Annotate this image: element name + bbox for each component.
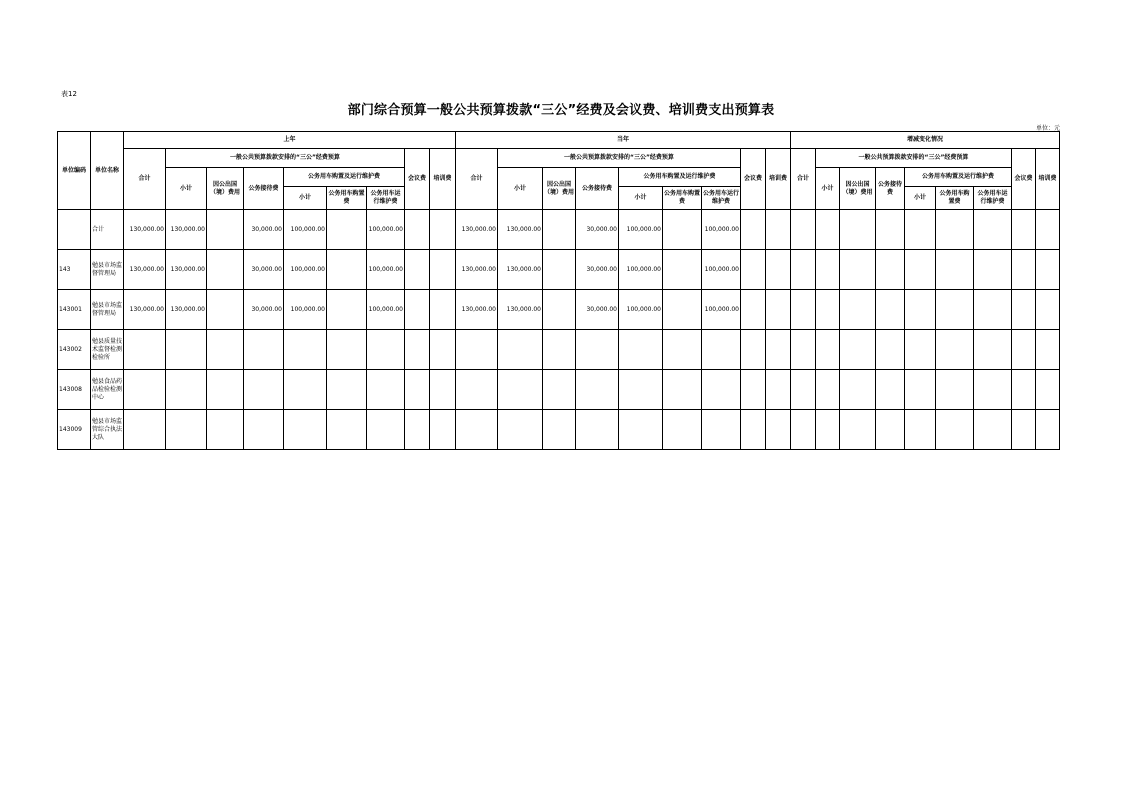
header-abroad: 因公出国（境）费用 [840, 168, 876, 210]
amount-cell [974, 210, 1012, 250]
amount-cell [840, 290, 876, 330]
amount-cell [840, 210, 876, 250]
header-training: 培训费 [1036, 149, 1060, 210]
amount-cell [974, 250, 1012, 290]
amount-cell [430, 370, 456, 410]
amount-cell [905, 210, 936, 250]
amount-cell [284, 330, 327, 370]
amount-cell [840, 370, 876, 410]
amount-cell [124, 370, 166, 410]
amount-cell [840, 250, 876, 290]
amount-cell [405, 370, 430, 410]
amount-cell [430, 410, 456, 450]
unit-code-cell: 143008 [58, 370, 91, 410]
header-vehicle: 公务用车购置及运行维护费 [284, 168, 405, 187]
amount-cell [619, 370, 663, 410]
table-body [58, 210, 1060, 450]
header-meeting: 会议费 [741, 149, 766, 210]
table-row [58, 410, 1060, 450]
amount-cell [816, 370, 840, 410]
amount-cell: 30,000.00 [576, 250, 619, 290]
header-total: 合计 [124, 149, 166, 210]
header-vehicle-purchase: 公务用车购置费 [936, 187, 974, 210]
amount-cell [1012, 330, 1036, 370]
amount-cell [816, 330, 840, 370]
amount-cell: 100,000.00 [284, 210, 327, 250]
amount-cell [207, 250, 244, 290]
header-total: 合计 [456, 149, 498, 210]
amount-cell [816, 210, 840, 250]
amount-cell: 30,000.00 [244, 210, 284, 250]
amount-cell [124, 330, 166, 370]
amount-cell [791, 250, 816, 290]
amount-cell: 100,000.00 [702, 210, 741, 250]
amount-cell [741, 250, 766, 290]
header-subtotal: 小计 [816, 168, 840, 210]
amount-cell: 130,000.00 [124, 250, 166, 290]
amount-cell [166, 330, 207, 370]
unit-name-cell: 勉县市场监管综合执法大队 [91, 410, 124, 450]
amount-cell [766, 330, 791, 370]
amount-cell [663, 290, 702, 330]
amount-cell: 100,000.00 [284, 250, 327, 290]
amount-cell [791, 370, 816, 410]
amount-cell [327, 370, 367, 410]
header-training: 培训费 [430, 149, 456, 210]
amount-cell [456, 410, 498, 450]
amount-cell [766, 250, 791, 290]
amount-cell: 130,000.00 [124, 210, 166, 250]
amount-cell [367, 370, 405, 410]
amount-cell [1036, 210, 1060, 250]
amount-cell [405, 250, 430, 290]
amount-cell [741, 330, 766, 370]
amount-cell [876, 250, 905, 290]
amount-cell [1036, 370, 1060, 410]
amount-cell: 100,000.00 [619, 250, 663, 290]
amount-cell: 100,000.00 [367, 250, 405, 290]
unit-code-cell: 143 [58, 250, 91, 290]
amount-cell [663, 410, 702, 450]
amount-cell [791, 210, 816, 250]
amount-cell [741, 210, 766, 250]
header-vehicle-purchase: 公务用车购置费 [663, 187, 702, 210]
amount-cell [663, 370, 702, 410]
amount-cell: 100,000.00 [619, 210, 663, 250]
amount-cell [876, 330, 905, 370]
amount-cell [456, 370, 498, 410]
amount-cell: 30,000.00 [244, 290, 284, 330]
unit-name-cell: 勉县质量技术监督检测检验所 [91, 330, 124, 370]
header-reception: 公务接待费 [576, 168, 619, 210]
amount-cell [936, 330, 974, 370]
amount-cell [741, 410, 766, 450]
amount-cell [1036, 290, 1060, 330]
amount-cell [543, 410, 576, 450]
table-row [58, 290, 1060, 330]
header-reception: 公务接待费 [244, 168, 284, 210]
amount-cell [619, 410, 663, 450]
amount-cell [1012, 370, 1036, 410]
amount-cell [905, 330, 936, 370]
amount-cell [244, 410, 284, 450]
header-subtotal: 小计 [498, 168, 543, 210]
amount-cell: 30,000.00 [244, 250, 284, 290]
header-sangong-budget: 一般公共预算拨款安排的“三公”经费预算 [498, 149, 741, 168]
page-title: 部门综合预算一般公共预算拨款“三公”经费及会议费、培训费支出预算表 [347, 103, 775, 118]
amount-cell [816, 250, 840, 290]
amount-cell: 130,000.00 [498, 250, 543, 290]
amount-cell [456, 330, 498, 370]
amount-cell [284, 410, 327, 450]
amount-cell [741, 370, 766, 410]
amount-cell [840, 330, 876, 370]
amount-cell [791, 410, 816, 450]
amount-cell [816, 410, 840, 450]
amount-cell [367, 410, 405, 450]
amount-cell [936, 370, 974, 410]
header-vehicle-subtotal: 小计 [284, 187, 327, 210]
amount-cell: 30,000.00 [576, 210, 619, 250]
amount-cell [766, 290, 791, 330]
header-meeting: 会议费 [405, 149, 430, 210]
header-sangong-budget: 一般公共预算拨款安排的“三公”经费预算 [166, 149, 405, 168]
amount-cell [663, 210, 702, 250]
amount-cell [1036, 250, 1060, 290]
amount-cell: 130,000.00 [498, 290, 543, 330]
amount-cell [816, 290, 840, 330]
amount-cell: 100,000.00 [367, 290, 405, 330]
budget-table [57, 131, 1060, 450]
amount-cell [543, 210, 576, 250]
amount-cell [244, 370, 284, 410]
amount-cell [430, 290, 456, 330]
amount-cell [974, 370, 1012, 410]
header-sangong-budget: 一般公共预算拨款安排的“三公”经费预算 [816, 149, 1012, 168]
amount-cell [936, 210, 974, 250]
amount-cell [405, 410, 430, 450]
table-row [58, 330, 1060, 370]
header-training: 培训费 [766, 149, 791, 210]
amount-cell: 100,000.00 [702, 290, 741, 330]
header-vehicle-subtotal: 小计 [905, 187, 936, 210]
amount-cell [905, 250, 936, 290]
amount-cell [766, 370, 791, 410]
header-abroad: 因公出国（境）费用 [543, 168, 576, 210]
amount-cell: 100,000.00 [702, 250, 741, 290]
amount-cell [405, 210, 430, 250]
amount-cell [207, 290, 244, 330]
header-curr-year: 当年 [456, 132, 791, 149]
amount-cell [543, 250, 576, 290]
amount-cell: 130,000.00 [166, 290, 207, 330]
amount-cell [327, 210, 367, 250]
header-unit-code: 单位编码 [58, 132, 91, 210]
unit-name-cell: 勉县市场监督管理局 [91, 290, 124, 330]
amount-cell [498, 330, 543, 370]
amount-cell: 100,000.00 [367, 210, 405, 250]
header-subtotal: 小计 [166, 168, 207, 210]
amount-cell [974, 290, 1012, 330]
amount-cell [1012, 410, 1036, 450]
amount-cell [367, 330, 405, 370]
amount-cell [576, 330, 619, 370]
amount-cell [791, 330, 816, 370]
amount-cell [430, 210, 456, 250]
amount-cell [663, 330, 702, 370]
header-prev-year: 上年 [124, 132, 456, 149]
amount-cell: 30,000.00 [576, 290, 619, 330]
unit-code-cell: 143001 [58, 290, 91, 330]
amount-cell: 130,000.00 [166, 250, 207, 290]
amount-cell [766, 410, 791, 450]
header-vehicle-purchase: 公务用车购置费 [327, 187, 367, 210]
header-unit-name: 单位名称 [91, 132, 124, 210]
amount-cell [244, 330, 284, 370]
amount-cell [936, 290, 974, 330]
amount-cell [1012, 250, 1036, 290]
amount-cell [284, 370, 327, 410]
amount-cell [430, 330, 456, 370]
amount-cell [207, 210, 244, 250]
header-vehicle-subtotal: 小计 [619, 187, 663, 210]
amount-cell [702, 410, 741, 450]
amount-cell [543, 330, 576, 370]
amount-cell [327, 330, 367, 370]
amount-cell [405, 330, 430, 370]
amount-cell [840, 410, 876, 450]
header-vehicle-operation: 公务用车运行维护费 [702, 187, 741, 210]
amount-cell [876, 290, 905, 330]
amount-cell [766, 210, 791, 250]
amount-cell [936, 250, 974, 290]
header-vehicle-operation: 公务用车运行维护费 [974, 187, 1012, 210]
header-total: 合计 [791, 149, 816, 210]
amount-cell [327, 290, 367, 330]
amount-cell: 130,000.00 [124, 290, 166, 330]
amount-cell [498, 410, 543, 450]
amount-cell [207, 330, 244, 370]
amount-cell [1012, 210, 1036, 250]
amount-cell [936, 410, 974, 450]
unit-code-cell: 143009 [58, 410, 91, 450]
amount-cell [905, 370, 936, 410]
header-reception: 公务接待费 [876, 168, 905, 210]
table-row [58, 370, 1060, 410]
header-vehicle: 公务用车购置及运行维护费 [905, 168, 1012, 187]
table-row [58, 210, 1060, 250]
amount-cell: 130,000.00 [166, 210, 207, 250]
amount-cell [876, 210, 905, 250]
amount-cell [876, 410, 905, 450]
amount-cell: 100,000.00 [619, 290, 663, 330]
amount-cell [702, 370, 741, 410]
header-meeting: 会议费 [1012, 149, 1036, 210]
amount-cell [702, 330, 741, 370]
amount-cell [576, 370, 619, 410]
unit-code-cell: 143002 [58, 330, 91, 370]
amount-cell [327, 250, 367, 290]
header-vehicle: 公务用车购置及运行维护费 [619, 168, 741, 187]
amount-cell [166, 410, 207, 450]
amount-cell: 130,000.00 [498, 210, 543, 250]
amount-cell [405, 290, 430, 330]
header-abroad: 因公出国（境）费用 [207, 168, 244, 210]
amount-cell: 130,000.00 [456, 250, 498, 290]
unit-name-cell: 勉县食品药品检验检测中心 [91, 370, 124, 410]
amount-cell [207, 370, 244, 410]
amount-cell [543, 370, 576, 410]
amount-cell [124, 410, 166, 450]
header-vehicle-operation: 公务用车运行维护费 [367, 187, 405, 210]
amount-cell [663, 250, 702, 290]
amount-cell [905, 290, 936, 330]
unit-name-cell: 合计 [91, 210, 124, 250]
amount-cell [543, 290, 576, 330]
amount-cell: 130,000.00 [456, 290, 498, 330]
amount-cell [741, 290, 766, 330]
amount-cell [974, 330, 1012, 370]
amount-cell [791, 290, 816, 330]
unit-label: 单位：元 [1036, 125, 1061, 132]
amount-cell [430, 250, 456, 290]
unit-code-cell [58, 210, 91, 250]
amount-cell [876, 370, 905, 410]
table-number: 表12 [61, 90, 77, 98]
unit-name-cell: 勉县市场监督管理局 [91, 250, 124, 290]
amount-cell [498, 370, 543, 410]
amount-cell [1036, 410, 1060, 450]
amount-cell [1036, 330, 1060, 370]
amount-cell: 130,000.00 [456, 210, 498, 250]
amount-cell [327, 410, 367, 450]
table-row [58, 250, 1060, 290]
amount-cell: 100,000.00 [284, 290, 327, 330]
header-change: 增减变化情况 [791, 132, 1060, 149]
amount-cell [1012, 290, 1036, 330]
amount-cell [974, 410, 1012, 450]
amount-cell [619, 330, 663, 370]
amount-cell [905, 410, 936, 450]
amount-cell [207, 410, 244, 450]
amount-cell [576, 410, 619, 450]
amount-cell [166, 370, 207, 410]
